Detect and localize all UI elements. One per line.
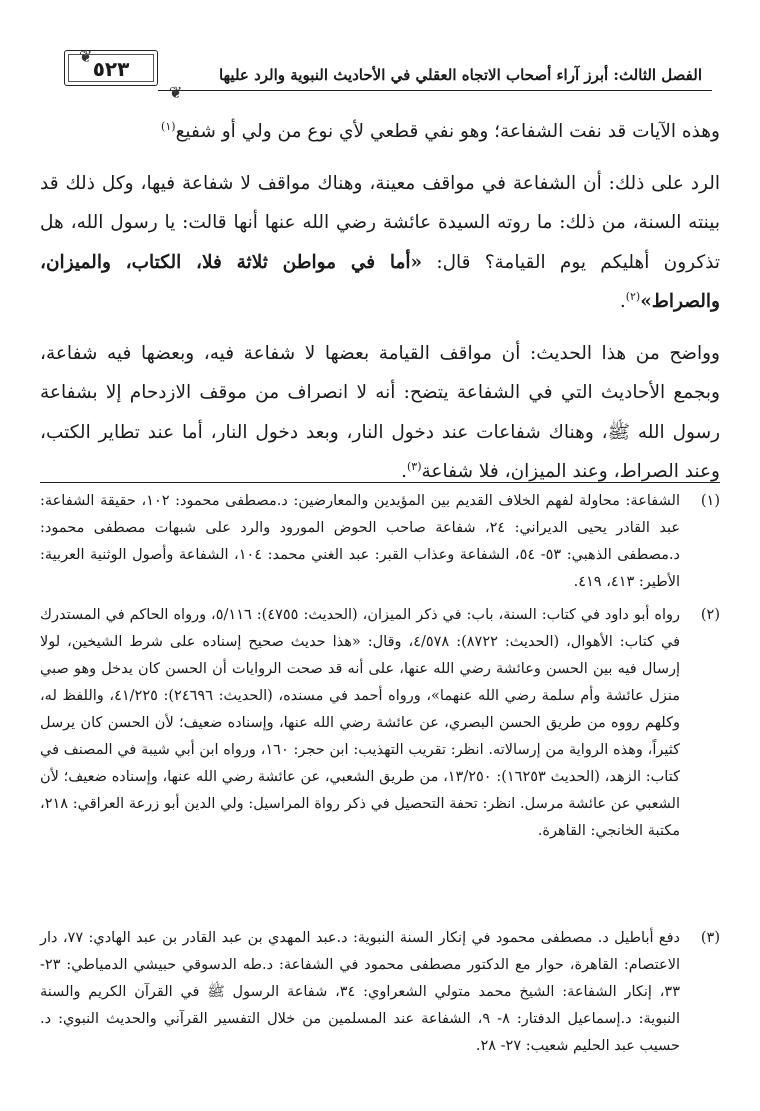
page-header [40,42,720,102]
paragraph-text: وواضح من هذا الحديث: أن مواقف القيامة بعضها لا شفاعة فيه، وبعضها فيه شفاعة، وبجمع الأحاديث التي في الشفاعة يتضح: أنه لا انصراف من موقف الازدحام إلا بشفاعة رسول الله ﷺ، وهناك شفاعات عند دخول النار، وبعد دخول النار، أما عند تطاير الكتب، وعند الصراط، وعند الميزان، فلا شفاعة [40,342,720,482]
footnote-ref[interactable]: (٢) [625,289,641,303]
paragraph [40,112,720,152]
main-text [40,112,720,504]
header-rule [158,90,712,91]
footnote-text: دفع أباطيل د. مصطفى محمود في إنكار السنة النبوية: د.عبد المهدي بن عبد القادر بن عبد الهادي: ٧٧، دار الاعتصام: القاهرة، حوار مع الدكتور مصطفى محمود في الشفاعة: د.طه الدسوقي حبيشي الدمياطي: ٢٣- ٣٣، إنكار الشفاعة: الشيخ محمد متولي الشعراوي: ٣٤، شفاعة الرسول ﷺ في القرآن الكريم والسنة النبوية: د.إسماعيل الدفتار: ٨- ٩، الشفاعة عند المسلمين من خلال التفسير القرآني والحديث النبوي: د. حسيب عبد الحليم شعيب: ٢٧- ٢٨. [40,930,681,1054]
footnote [40,602,720,925]
footnote-ref[interactable]: (١) [161,119,176,133]
paragraph-end: . [619,291,626,312]
footnote-text: رواه أبو داود في كتاب: السنة، باب: في ذكر الميزان، (الحديث: ٤٧٥٥): ٥/١١٦، ورواه الحاكم في المستدرك في كتاب: الأهوال، (الحديث: ٨٧٢٢): ٤/٥٧٨، وقال: «هذا حديث صحيح إسناده على شرط الشيخين، لولا إرسال فيه بين الحسن وعائشة رضي الله عنها، على أنه قد صحت الروايات أن الحسن كان يدخل وهو صبي منزل عائشة وأم سلمة رضي الله عنهما»، ورواه أحمد في مسنده، (الحديث: ٢٤٦٩٦): ٤١/٢٢٥، واللفظ له، وكلهم رووه من طريق الحسن البصري، عن عائشة رضي الله عنها، وإسناده ضعيف؛ لأن الحسن كان يرسل كثيراً، وهذه الرواية من إرسالاته. انظر: تقريب التهذيب: ابن حجر: ١٦٠، ورواه ابن أبي شيبة في المصنف في كتاب: الزهد، (الحديث ١٦٢٥٣): ١٣/٢٥٠، من طريق الشعبي، عن عائشة رضي الله عنها، وإسناده ضعيف؛ لأن الشعبي عن عائشة مرسل. انظر: تحفة التحصيل في ذكر رواة المراسيل: ولي الدين أبو زرعة العراقي: ٢١٨، مكتبة الخانجي: القاهرة. [40,607,681,839]
ornament-icon: ❦ [79,47,93,66]
footnote-divider [40,482,720,483]
paragraph-text: وهذه الآيات قد نفت الشفاعة؛ وهو نفي قطعي لأي نوع من ولي أو شفيع [175,121,720,142]
footnote-text: الشفاعة: محاولة لفهم الخلاف القديم بين المؤيدين والمعارضين: د.مصطفى محمود: ١٠٢، حقيقة الشفاعة: عبد القادر يحيى الديراني: ٢٤، شفاعة صاحب الحوض المورود والرد على شبهات مصطفى محمود: د.مصطفى الذهبي: ٥٣- ٥٤، الشفاعة وعذاب القبر: عبد الغني محمد: ١٠٤، الشفاعة وأصول الوثنية العربية: الأطير: ٤١٣، ٤١٩. [40,493,680,590]
footnote [40,488,720,602]
footnote-number: (١) [700,493,720,509]
footnote-number: (٢) [700,607,720,623]
paragraph-text: الرد على ذلك: أن الشفاعة في مواقف معينة، وهناك مواقف لا شفاعة فيها، وكل ذلك قد بينته السنة، من ذلك: ما روته السيدة عائشة رضي الله عنها أنها قالت: يا رسول الله، هل تذكرون أهليكم يوم القيامة؟ قال: [40,172,720,273]
page-number: ٥٢٣ [92,57,130,81]
ornament-icon: ❦ [169,83,183,102]
paragraph [40,164,720,322]
footnote [40,925,720,1075]
paragraph-end: . [401,461,407,482]
footnotes [40,488,720,1075]
chapter-title: الفصل الثالث: أبرز آراء أصحاب الاتجاه العقلي في الأحاديث النبوية والرد عليها [218,66,702,84]
footnote-number: (٣) [700,930,720,946]
footnote-ref[interactable]: (٣) [407,459,422,473]
paragraph [40,334,720,492]
page-number-box [64,47,183,102]
hadith-quote: «أما في مواطن ثلاثة فلا، الكتاب، والميزان، والصراط» [40,251,720,312]
